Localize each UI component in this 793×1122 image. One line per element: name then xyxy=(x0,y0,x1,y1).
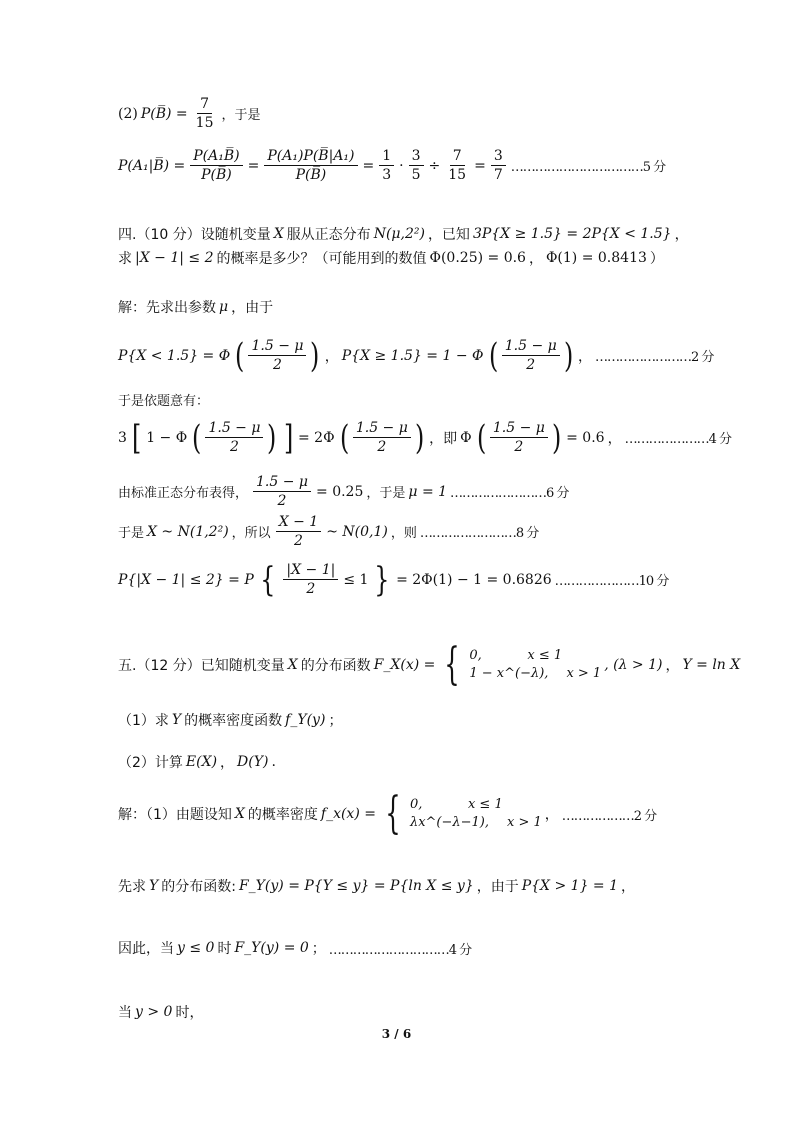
sol5-score1: ………………2 分 xyxy=(561,808,657,824)
sol5-d3: 时， xyxy=(175,1005,204,1021)
sol4-s3-e: Φ xyxy=(460,429,472,446)
part2-pb-den: 15 xyxy=(195,115,214,132)
part2-frac-a-den: 3 xyxy=(382,167,392,184)
q5-q1-y: Y xyxy=(171,712,182,728)
sol4-s1-score: ……………………2 分 xyxy=(595,350,714,366)
sol4-frac7-den: 2 xyxy=(293,533,303,550)
part2-frac-b-den: 5 xyxy=(411,167,421,184)
sol5-line1 xyxy=(118,788,657,839)
part2-frac-a-num: 1 xyxy=(379,148,394,166)
sol4-frac2-den: 2 xyxy=(526,357,536,374)
part2-frac1 xyxy=(190,148,242,183)
sol5-case1-value: 0, xyxy=(409,797,423,813)
q5-q2-d: D(Y) xyxy=(237,754,269,770)
sol4-frac5-num: 1.5 − μ xyxy=(490,420,548,438)
q4-comma: ， xyxy=(528,251,543,267)
q4-line2 xyxy=(118,248,664,268)
q4-line2-c: ） xyxy=(649,251,664,267)
sol5-case1-condition: x ≤ 1 xyxy=(467,797,503,813)
part2-label: (2) xyxy=(118,105,138,122)
sol5-a1: 解：（1）由题设知 xyxy=(118,807,232,823)
sol4-frac8 xyxy=(283,562,338,597)
right-paren: ) xyxy=(414,417,425,458)
part2-frac-b-num: 3 xyxy=(409,148,424,166)
part2-line1 xyxy=(118,96,261,131)
part2-frac2 xyxy=(264,148,357,183)
part2-frac-a xyxy=(379,148,394,183)
part2-frac-b xyxy=(409,148,424,183)
sol4-frac1-den: 2 xyxy=(273,357,282,374)
q4-line2-a: 求 xyxy=(118,251,132,267)
sol4-frac5-den: 2 xyxy=(514,439,524,456)
q5-case1 xyxy=(469,647,601,665)
sol4-s5-score: ……………………8 分 xyxy=(419,526,539,542)
q5-q2-c: . xyxy=(271,754,276,770)
q5-line1 xyxy=(118,639,741,690)
q5-title-b: 的分布函数 xyxy=(300,658,371,674)
sol4-frac7-num: X − 1 xyxy=(276,514,322,532)
q4-dist: N(μ,2²) xyxy=(373,226,425,242)
q5-q2-b: ， xyxy=(220,755,235,771)
sol4-s1-d: ， xyxy=(578,348,593,365)
sol4-frac6-num: 1.5 − μ xyxy=(253,474,311,492)
sol5-b3: 的分布函数: xyxy=(161,879,236,895)
part2-eq3: = xyxy=(474,157,486,174)
sol4-s3-c: = 2Φ xyxy=(298,429,335,446)
part2-frac-c xyxy=(445,148,469,183)
part2-pb-fraction xyxy=(193,96,217,131)
sol5-d2: y > 0 xyxy=(135,1004,173,1020)
sol5-case2-value: λx^(−λ−1), xyxy=(409,815,490,830)
sol4-frac5 xyxy=(490,420,548,455)
sol5-fx: f_x(x) = xyxy=(320,806,376,822)
sol4-mu: μ xyxy=(219,299,229,315)
q5-q1-f: f_Y(y) xyxy=(285,712,326,728)
q5-sub2 xyxy=(118,752,276,772)
part2-frac1-num: P(A₁B̅) xyxy=(190,148,242,166)
sol4-s3-score: …………………4 分 xyxy=(624,432,731,448)
left-brace: { xyxy=(260,559,276,600)
sol4-intro-a: 解：先求出参数 xyxy=(118,300,216,316)
sol4-frac1 xyxy=(248,338,306,373)
sol5-c3: 时 xyxy=(217,941,232,957)
part2-frac-c-num: 7 xyxy=(450,148,465,166)
part2-eq1: = xyxy=(247,157,260,174)
sol5-line4 xyxy=(118,1002,203,1022)
sol4-s3-d: ，即 xyxy=(429,430,458,447)
sol4-frac3 xyxy=(205,420,263,455)
sol4-s1-c: P{X ≥ 1.5} = 1 − Φ xyxy=(341,347,484,364)
part2-frac1-den: P(B̅) xyxy=(201,167,232,184)
part2-score: ……………………………5 分 xyxy=(510,160,666,176)
q5-q1-a: （1）求 xyxy=(118,713,169,729)
sol4-intro xyxy=(118,297,273,317)
sol5-c1: 因此，当 xyxy=(118,941,174,957)
q5-case1-condition: x ≤ 1 xyxy=(527,648,563,664)
sol5-c4: F_Y(y) = 0 xyxy=(234,940,309,956)
q4-title-d: ， xyxy=(674,227,689,243)
q4-line1 xyxy=(118,224,689,244)
sol4-frac4-num: 1.5 − μ xyxy=(353,420,411,438)
sol5-case1 xyxy=(410,796,542,814)
q4-abs: |X − 1| ≤ 2 xyxy=(135,250,214,266)
part2-frac-r xyxy=(491,148,506,183)
q5-case2 xyxy=(469,665,601,683)
sol4-s3-paren2 xyxy=(338,417,427,458)
sol5-b7: ， xyxy=(621,879,636,895)
sol4-s3-b: 1 − Φ xyxy=(146,429,188,446)
sol5-cases xyxy=(410,796,542,831)
sol4-frac3-den: 2 xyxy=(230,439,239,456)
sol5-b4: F_Y(y) = P{Y ≤ y} = P{ln X ≤ y} xyxy=(238,878,474,894)
sol4-s3-paren3 xyxy=(475,417,564,458)
sol4-s3-g: ， xyxy=(607,430,622,447)
sol4-s6-b: ≤ 1 xyxy=(343,571,369,588)
part2-lhs: P(A₁|B̅) = xyxy=(118,157,186,174)
left-paren: ( xyxy=(339,417,349,458)
sol4-intro-b: ，由于 xyxy=(231,300,274,316)
sol5-b2: Y xyxy=(149,878,159,894)
q5-case1-value: 0, xyxy=(469,648,482,664)
part2-div: ÷ xyxy=(428,157,441,174)
q5-x: X xyxy=(287,657,298,673)
part2-frac-c-den: 15 xyxy=(448,167,467,184)
right-paren: ) xyxy=(267,417,277,458)
sol5-a4: ， xyxy=(544,807,559,823)
part2-frac2-den: P(B̅) xyxy=(295,167,327,184)
sol4-s6-c: = 2Φ(1) − 1 = 0.6826 xyxy=(396,571,552,588)
sol5-case2-condition: x > 1 xyxy=(507,815,542,830)
sol4-s5-b: X ~ N(1,2²) xyxy=(147,523,229,540)
q5-case2-condition: x > 1 xyxy=(566,666,602,681)
sol4-s6-a: P{|X − 1| ≤ 2} = P xyxy=(118,571,254,588)
part2-then: ，于是 xyxy=(221,108,261,124)
sol4-frac8-num: |X − 1| xyxy=(283,562,338,580)
right-paren: ) xyxy=(563,335,574,376)
q5-cases xyxy=(469,647,601,682)
sol4-s5-a: 于是 xyxy=(118,526,145,542)
sol4-frac6-den: 2 xyxy=(277,493,287,510)
sol5-d1: 当 xyxy=(118,1005,132,1021)
q5-title-c: , (λ > 1) xyxy=(604,657,663,673)
sol5-a3: 的概率密度 xyxy=(247,807,318,823)
sol4-s4-c: ，于是 xyxy=(366,486,406,502)
sol4-s4-a: 由标准正态分布表得， xyxy=(118,486,249,502)
q4-title-c: ，已知 xyxy=(427,227,470,243)
sol4-s3-f: = 0.6 xyxy=(566,429,605,446)
sol4-frac1-num: 1.5 − μ xyxy=(248,338,306,356)
q4-phi1: Φ(0.25) = 0.6 xyxy=(429,250,526,266)
part2-frac-r-num: 3 xyxy=(491,148,506,166)
sol5-brace: { xyxy=(385,788,401,839)
sol4-step2 xyxy=(118,390,209,409)
q5-title-a: 五.（12 分）已知随机变量 xyxy=(118,658,285,674)
sol5-line2 xyxy=(118,876,635,896)
part2-frac2-num: P(A₁)P(B̅|A₁) xyxy=(264,148,357,166)
q5-title-d: ， xyxy=(665,658,680,674)
q5-Y: Y = ln X xyxy=(682,657,741,673)
q5-F: F_X(x) = xyxy=(373,657,436,673)
part2-pb-num: 7 xyxy=(197,96,212,114)
sol4-s4-d: μ = 1 xyxy=(408,483,448,500)
sol4-s1-paren2 xyxy=(487,335,576,376)
q5-q2-e: E(X) xyxy=(185,754,218,770)
q5-q2-a: （2）计算 xyxy=(118,755,183,771)
q5-sub1 xyxy=(118,710,342,730)
sol4-s5-c: ，所以 xyxy=(231,526,271,542)
right-paren: ) xyxy=(310,335,320,376)
sol5-b1: 先求 xyxy=(118,879,146,895)
right-bracket: ] xyxy=(283,417,294,458)
sol4-frac4-den: 2 xyxy=(377,439,387,456)
sol4-s6-score: …………………10 分 xyxy=(554,574,669,590)
right-paren: ) xyxy=(551,417,562,458)
sol4-frac2 xyxy=(502,338,560,373)
right-brace: } xyxy=(374,559,390,600)
sol4-frac2-num: 1.5 − μ xyxy=(502,338,560,356)
sol4-s2: 于是依题意有： xyxy=(118,394,210,409)
sol4-step4 xyxy=(118,474,568,509)
q4-phi2: Φ(1) = 0.8413 xyxy=(545,250,647,266)
sol4-step3 xyxy=(118,417,731,458)
sol4-frac4 xyxy=(353,420,411,455)
sol4-s3-a: 3 xyxy=(118,429,127,446)
left-paren: ( xyxy=(488,335,498,376)
sol5-c5: ； xyxy=(311,941,326,957)
sol4-s4-b: = 0.25 xyxy=(316,483,364,500)
page-number: 3 / 6 xyxy=(381,1027,412,1041)
sol4-s3-paren1 xyxy=(190,417,279,458)
sol4-frac6 xyxy=(253,474,311,509)
part2-pb: P(B̅) = xyxy=(140,105,188,122)
sol4-step5 xyxy=(118,514,538,549)
q4-cond: 3P{X ≥ 1.5} = 2P{X < 1.5} xyxy=(472,226,672,242)
left-paren: ( xyxy=(235,335,245,376)
left-paren: ( xyxy=(476,417,486,458)
q4-title-b: 服从正态分布 xyxy=(286,227,371,243)
sol5-case2 xyxy=(410,814,542,832)
sol4-s1-a: P{X < 1.5} = Φ xyxy=(118,347,231,364)
part2-frac-r-den: 7 xyxy=(493,167,503,184)
q5-q1-b: 的概率密度函数 xyxy=(184,713,283,729)
sol4-s5-e: ，则 xyxy=(390,526,417,542)
sol5-line3 xyxy=(118,938,471,958)
sol5-b6: P{X > 1} = 1 xyxy=(521,878,619,894)
q5-case2-value: 1 − x^(−λ), xyxy=(469,666,549,681)
left-bracket: [ xyxy=(131,417,142,458)
q5-q1-c: ； xyxy=(328,713,343,729)
q4-line2-b: 的概率是多少？（可能用到的数值 xyxy=(216,251,427,267)
sol4-s5-d: ~ N(0,1) xyxy=(326,523,388,540)
q4-x: X xyxy=(273,226,284,242)
sol4-frac7 xyxy=(276,514,322,549)
q5-brace: { xyxy=(444,639,461,690)
part2-line2 xyxy=(118,148,665,183)
sol4-frac8-den: 2 xyxy=(306,581,316,598)
sol4-frac3-num: 1.5 − μ xyxy=(205,420,263,438)
part2-dot: · xyxy=(399,157,404,174)
sol5-c2: y ≤ 0 xyxy=(177,940,215,956)
sol5-a2: X xyxy=(234,806,245,822)
sol4-step6 xyxy=(118,559,669,600)
sol4-s1-b: ， xyxy=(324,348,339,365)
left-paren: ( xyxy=(192,417,202,458)
sol5-score2: …………………………4 分 xyxy=(328,942,472,958)
sol5-b5: ，由于 xyxy=(476,879,519,895)
sol4-step1 xyxy=(118,335,714,376)
part2-eq2: = xyxy=(362,157,375,174)
sol4-s1-paren1 xyxy=(233,335,322,376)
sol4-s4-score: ……………………6 分 xyxy=(450,486,569,502)
q4-title-a: 四.（10 分）设随机变量 xyxy=(118,227,271,243)
